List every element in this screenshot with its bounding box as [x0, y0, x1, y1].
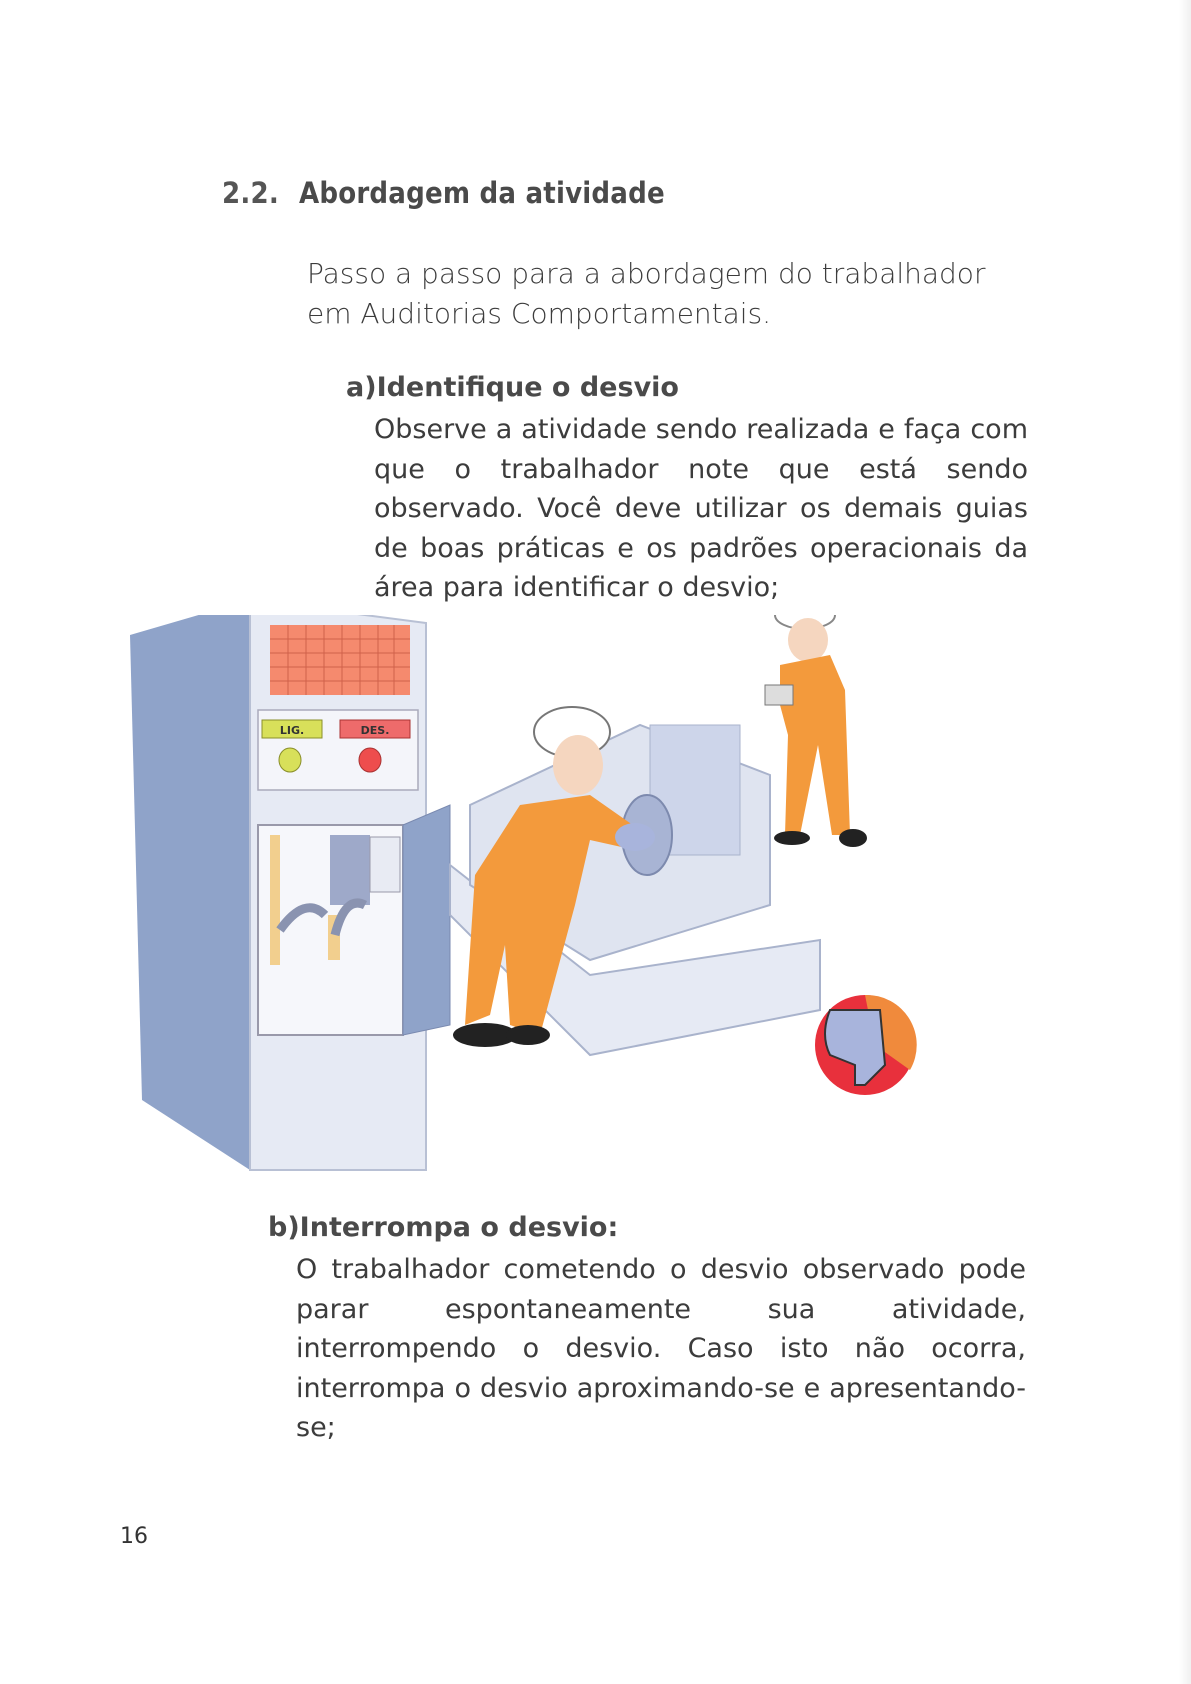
thumbs-down-icon — [815, 995, 917, 1095]
section-intro: Passo a passo para a abordagem do trabalhador em Auditorias Comportamentais. — [307, 257, 986, 330]
workplace-illustration — [120, 615, 950, 1185]
page-edge-shadow — [1179, 0, 1191, 1684]
electrical-cabinet — [130, 615, 450, 1170]
section-heading — [222, 176, 665, 210]
svg-text:LIG.: LIG. — [279, 724, 305, 737]
section-number: 2.2. — [222, 176, 279, 210]
item-a-title-text: Identifique o desvio — [376, 372, 679, 403]
svg-text:DES.: DES. — [360, 724, 390, 737]
item-b-marker: b) — [268, 1212, 300, 1243]
item-b-title — [268, 1212, 618, 1243]
item-a-marker: a) — [346, 372, 377, 403]
item-b-title-text: Interrompa o desvio: — [299, 1212, 619, 1243]
item-b-body: O trabalhador cometendo o desvio observado pode parar espontaneamente sua atividade, interrompendo o desvio. Caso isto não ocorra, interrompa o desvio aproximando-se e apresentando-se; — [296, 1254, 1026, 1443]
observer-worker — [765, 615, 867, 847]
item-a-body: Observe a atividade sendo realizada e faça com que o trabalhador note que está sendo observado. Você deve utilizar os demais guias de boas práticas e os padrões operacionais da área para identificar o desvio; — [374, 414, 1028, 603]
section-title: Abordagem da atividade — [298, 176, 665, 210]
item-a-title — [346, 372, 679, 403]
page-number: 16 — [120, 1524, 148, 1549]
